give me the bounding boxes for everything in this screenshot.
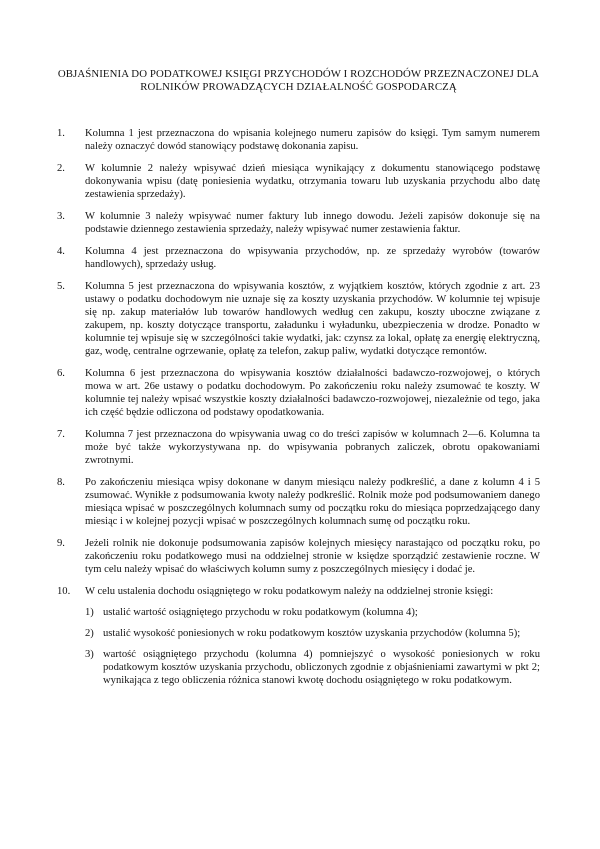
list-item-4 bbox=[57, 245, 540, 271]
item-text: W kolumnie 2 należy wpisywać dzień miesiąca wynikający z dokumentu stanowiącego podstawę dokonywania wpisu (datę poniesienia wydatku, otrzymania towaru lub uzyskania przychodu albo datę zestawienia sprzedaży). bbox=[85, 163, 540, 200]
list-item-8 bbox=[57, 476, 540, 528]
item-number: 6. bbox=[57, 368, 65, 379]
item-text: Po zakończeniu miesiąca wpisy dokonane w danym miesiącu należy podkreślić, a dane z kolumn 4 i 5 zsumować. Wynikłe z podsumowania kwoty należy podkreślić. Rolnik może pod podsumowaniem danego miesiąca wpisać w poszczególnych kolumnach sumy od początku roku do miesiąca poprzedzającego dany miesiąc i w kolejnej pozycji wpisać w poszczególnych kolumnach sumę od początku roku. bbox=[85, 477, 540, 527]
sub-item-number: 1) bbox=[85, 607, 94, 618]
item-number: 7. bbox=[57, 429, 65, 440]
item-number: 9. bbox=[57, 538, 65, 549]
list-item-6 bbox=[57, 367, 540, 419]
list-item-2 bbox=[57, 162, 540, 201]
sub-list bbox=[85, 606, 540, 687]
item-number: 4. bbox=[57, 246, 65, 257]
sub-item-number: 3) bbox=[85, 649, 94, 660]
sub-item-1 bbox=[85, 606, 540, 619]
item-text: Jeżeli rolnik nie dokonuje podsumowania zapisów kolejnych miesięcy narastająco od początku roku, po zakończeniu roku podatkowego musi na oddzielnej stronie w księdze sporządzić zestawienie roczne. W tym celu należy wpisać do właściwych kolumn sumy z poszczególnych miesięcy i dodać je. bbox=[85, 538, 540, 575]
list-item-5 bbox=[57, 280, 540, 358]
list-item-3 bbox=[57, 210, 540, 236]
item-number: 3. bbox=[57, 211, 65, 222]
sub-item-3 bbox=[85, 648, 540, 687]
sub-item-text: wartość osiągniętego przychodu (kolumna 4) pomniejszyć o wysokość poniesionych w roku podatkowym kosztów uzyskania przychodu, obliczonych zgodnie z objaśnieniami zawartymi w pkt 2; wynikająca z tego obliczenia różnica stanowi kwotę dochodu osiągniętego w roku podatkowym. bbox=[103, 649, 540, 686]
list-item-10 bbox=[57, 585, 540, 695]
item-number: 2. bbox=[57, 163, 65, 174]
sub-item-2 bbox=[85, 627, 540, 640]
item-text: Kolumna 5 jest przeznaczona do wpisywania kosztów, z wyjątkiem kosztów, których zgodnie z art. 23 ustawy o podatku dochodowym nie uznaje się za koszty uzyskania przychodów. W kolumnie tej wpisuje się np. zakup materiałów lub towarów handlowych według cen zakupu, koszty uboczne związane z zakupem, np. koszty dotyczące transportu, załadunku i wyładunku, ubezpieczenia w drodze. Ponadto w kolumnie tej wpisuje się w szczególności takie wydatki, jak: czynsz za lokal, opłatę za energię elektryczną, gaz, wodę, centralne ogrzewanie, opłatę za telefon, zakup paliw, wydatki dotyczące remontów. bbox=[85, 281, 540, 357]
item-text: Kolumna 6 jest przeznaczona do wpisywania kosztów działalności badawczo-rozwojowej, o których mowa w art. 26e ustawy o podatku dochodowym. Po zakończeniu roku należy zsumować te koszty. W kolumnie tej należy wpisać wszystkie koszty działalności badawczo-rozwojowej, niezależnie od tego, jaka ich część będzie odliczona od podstawy opodatkowania. bbox=[85, 368, 540, 418]
item-text-intro: W celu ustalenia dochodu osiągniętego w roku podatkowym należy na oddzielnej stronie księgi: bbox=[85, 586, 494, 597]
item-number: 8. bbox=[57, 477, 65, 488]
list-item-9 bbox=[57, 537, 540, 576]
sub-item-text: ustalić wysokość poniesionych w roku podatkowym kosztów uzyskania przychodów (kolumna 5); bbox=[103, 628, 521, 639]
item-text: W kolumnie 3 należy wpisywać numer faktury lub innego dowodu. Jeżeli zapisów dokonuje się na podstawie dziennego zestawienia sprzedaży, należy wpisywać numer zestawienia faktur. bbox=[85, 211, 540, 235]
item-number: 5. bbox=[57, 281, 65, 292]
sub-item-text: ustalić wartość osiągniętego przychodu w roku podatkowym (kolumna 4); bbox=[103, 607, 418, 618]
item-text: Kolumna 7 jest przeznaczona do wpisywania uwag co do treści zapisów w kolumnach 2—6. Kolumna ta może być także wykorzystywana np. do wpisywania pobranych zaliczek, obrotu opakowaniami zwrotnymi. bbox=[85, 429, 540, 466]
list-item-1 bbox=[57, 127, 540, 153]
item-text bbox=[85, 585, 540, 695]
item-number: 1. bbox=[57, 128, 65, 139]
sub-item-number: 2) bbox=[85, 628, 94, 639]
document-title: OBJAŚNIENIA DO PODATKOWEJ KSIĘGI PRZYCHODÓW I ROZCHODÓW PRZEZNACZONEJ DLA ROLNIKÓW PROWADZĄCYCH DZIAŁALNOŚĆ GOSPODARCZĄ bbox=[57, 68, 540, 93]
item-number: 10. bbox=[57, 586, 71, 597]
list-item-7 bbox=[57, 428, 540, 467]
item-text: Kolumna 4 jest przeznaczona do wpisywania przychodów, np. ze sprzedaży wyrobów (towarów handlowych), sprzedaży usług. bbox=[85, 246, 540, 270]
explanations-list bbox=[57, 127, 540, 695]
item-text: Kolumna 1 jest przeznaczona do wpisania kolejnego numeru zapisów do księgi. Tym samym numerem należy oznaczyć dowód stanowiący podstawę dokonania zapisu. bbox=[85, 128, 540, 152]
